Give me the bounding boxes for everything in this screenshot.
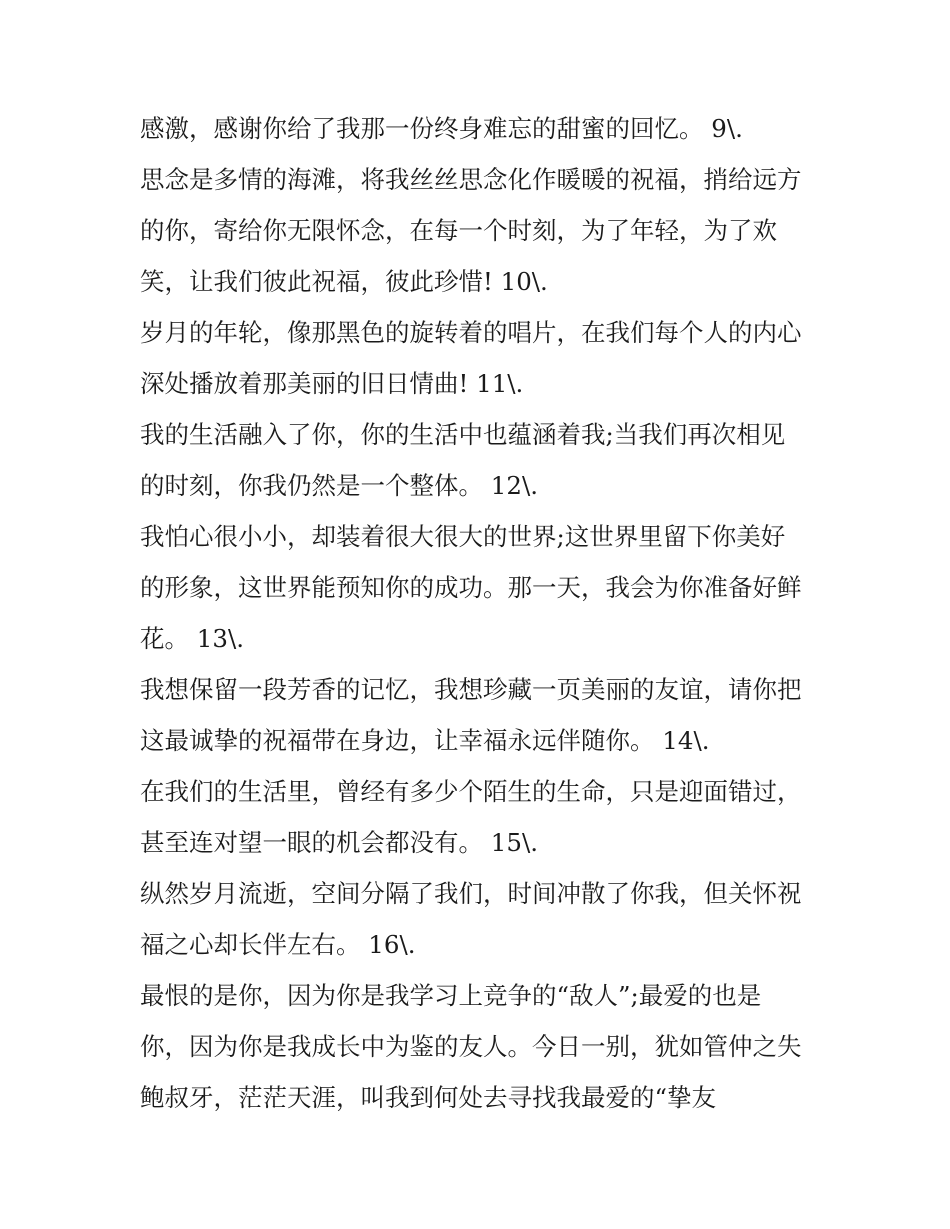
text-line: 深处播放着那美丽的旧日情曲! 11\. xyxy=(140,369,524,398)
text-line: 我的生活融入了你，你的生活中也蕴涵着我;当我们再次相见 xyxy=(140,420,786,449)
text-line: 岁月的年轮，像那黑色的旋转着的唱片，在我们每个人的内心 xyxy=(140,318,802,347)
text-line: 甚至连对望一眼的机会都没有。 15\. xyxy=(140,828,539,857)
text-line: 我想保留一段芳香的记忆，我想珍藏一页美丽的友谊，请你把 xyxy=(140,675,802,704)
text-line: 最恨的是你，因为你是我学习上竞争的“敌人”;最爱的也是 xyxy=(140,981,762,1010)
text-line: 的时刻，你我仍然是一个整体。 12\. xyxy=(140,471,539,500)
text-line: 笑，让我们彼此祝福，彼此珍惜! 10\. xyxy=(140,267,548,296)
text-line: 这最诚挚的祝福带在身边，让幸福永远伴随你。 14\. xyxy=(140,726,710,755)
text-line: 我怕心很小小，却装着很大很大的世界;这世界里留下你美好 xyxy=(140,522,786,551)
text-line: 福之心却长伴左右。 16\. xyxy=(140,930,416,959)
text-line: 感激，感谢你给了我那一份终身难忘的甜蜜的回忆。 9\. xyxy=(140,114,743,143)
text-line: 花。 13\. xyxy=(140,624,245,653)
text-line: 的形象，这世界能预知你的成功。那一天，我会为你准备好鲜 xyxy=(140,573,802,602)
text-line: 你，因为你是我成长中为鉴的友人。今日一别，犹如管仲之失 xyxy=(140,1032,802,1061)
text-line: 的你，寄给你无限怀念，在每一个时刻，为了年轻，为了欢 xyxy=(140,216,777,245)
text-line: 纵然岁月流逝，空间分隔了我们，时间冲散了你我，但关怀祝 xyxy=(140,879,802,908)
text-line: 在我们的生活里，曾经有多少个陌生的生命，只是迎面错过， xyxy=(140,777,802,806)
text-line: 思念是多情的海滩，将我丝丝思念化作暖暖的祝福，捎给远方 xyxy=(140,165,802,194)
text-line: 鲍叔牙，茫茫天涯，叫我到何处去寻找我最爱的“挚友 xyxy=(140,1083,717,1112)
